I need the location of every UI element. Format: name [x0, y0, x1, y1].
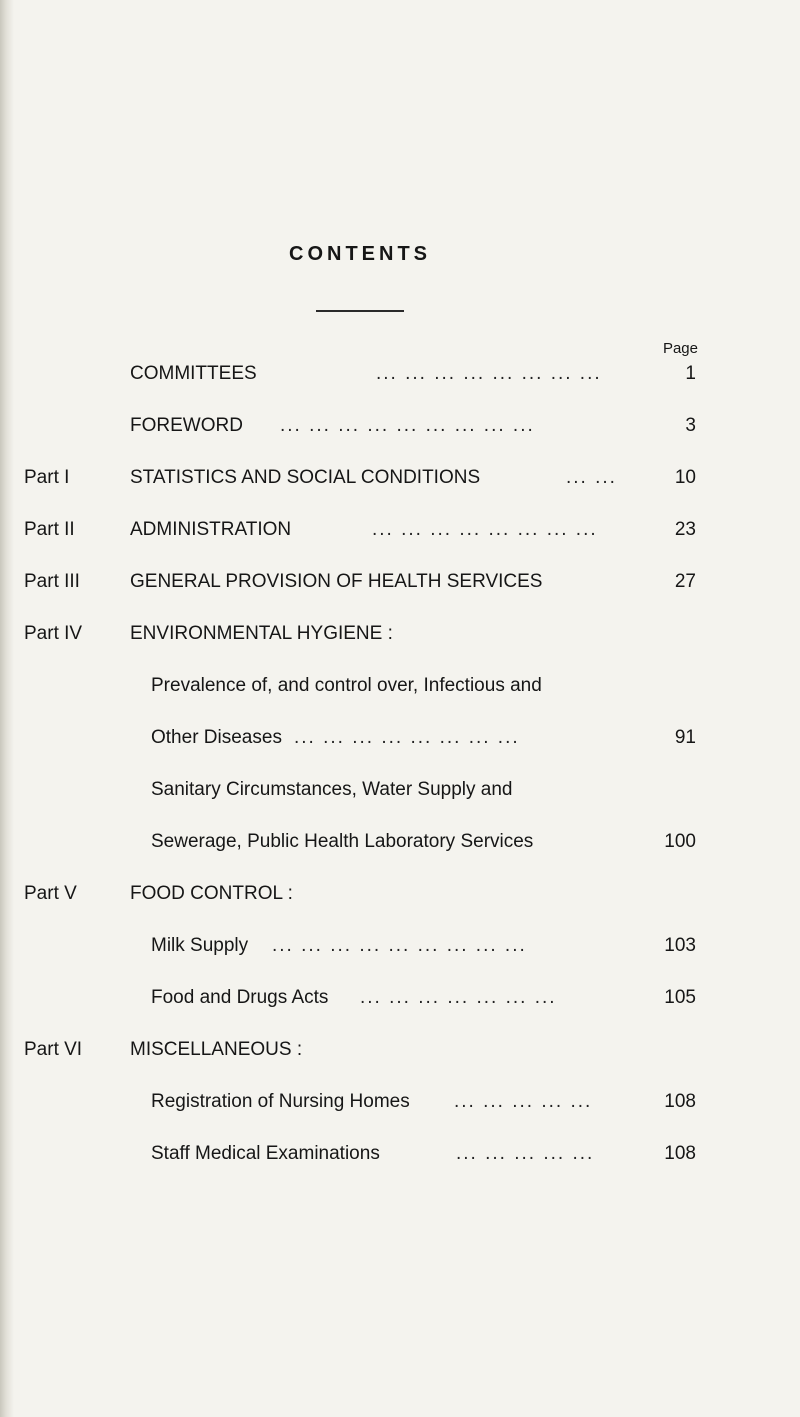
toc-entry-title: Food and Drugs Acts	[151, 987, 329, 1008]
toc-entry-title: GENERAL PROVISION OF HEALTH SERVICES	[130, 571, 543, 592]
toc-entry-title: STATISTICS AND SOCIAL CONDITIONS	[130, 467, 481, 488]
toc-row-infectious-line1	[0, 671, 800, 701]
toc-row-part-2	[0, 515, 800, 545]
toc-section-heading: MISCELLANEOUS :	[130, 1039, 303, 1060]
toc-entry-title: Milk Supply	[151, 935, 249, 956]
toc-page-number: 91	[674, 727, 696, 748]
toc-section-heading: ENVIRONMENTAL HYGIENE :	[130, 623, 393, 644]
title-underline-divider	[316, 310, 404, 312]
toc-page-number: 10	[674, 467, 696, 488]
toc-dot-leader: ... ... ... ... ...	[456, 1143, 595, 1164]
toc-part-label: Part IV	[24, 623, 83, 644]
toc-dot-leader: ... ... ... ... ... ... ... ...	[294, 727, 520, 748]
toc-row-sewerage	[0, 827, 800, 857]
toc-page-number: 108	[664, 1143, 696, 1164]
toc-entry-title: Staff Medical Examinations	[151, 1143, 380, 1164]
toc-entry-title: COMMITTEES	[130, 363, 257, 384]
toc-dot-leader: ... ... ... ... ... ... ... ...	[376, 363, 602, 384]
toc-part-label: Part III	[24, 571, 80, 592]
toc-dot-leader: ... ...	[566, 467, 617, 488]
toc-row-part-1	[0, 463, 800, 493]
toc-row-food-drugs	[0, 983, 800, 1013]
toc-part-label: Part VI	[24, 1039, 83, 1060]
toc-page-number: 100	[664, 831, 696, 852]
toc-row-milk-supply	[0, 931, 800, 961]
toc-entry-title: Registration of Nursing Homes	[151, 1091, 410, 1112]
toc-part-label: Part II	[24, 519, 75, 540]
toc-row-foreword	[0, 411, 800, 441]
toc-dot-leader: ... ... ... ... ...	[454, 1091, 593, 1112]
toc-entry-title: Prevalence of, and control over, Infectious and	[151, 675, 542, 696]
toc-row-other-diseases	[0, 723, 800, 753]
toc-page-number: 3	[685, 415, 696, 436]
toc-page-number: 108	[664, 1091, 696, 1112]
toc-page-number: 105	[664, 987, 696, 1008]
toc-part-label: Part V	[24, 883, 77, 904]
toc-page-number: 23	[674, 519, 696, 540]
toc-page-number: 27	[674, 571, 696, 592]
toc-dot-leader: ... ... ... ... ... ... ... ...	[372, 519, 598, 540]
toc-row-nursing-homes	[0, 1087, 800, 1117]
toc-dot-leader: ... ... ... ... ... ... ...	[360, 987, 557, 1008]
toc-row-sanitary-line1	[0, 775, 800, 805]
toc-entry-title: Other Diseases	[151, 727, 282, 748]
toc-entry-title: Sewerage, Public Health Laboratory Services	[151, 831, 534, 852]
toc-page-number: 1	[685, 363, 696, 384]
toc-part-label: Part I	[24, 467, 70, 488]
page-column-header: Page	[662, 340, 698, 357]
toc-row-part-3	[0, 567, 800, 597]
toc-row-staff-medical	[0, 1139, 800, 1169]
toc-row-part-6	[0, 1035, 800, 1065]
toc-entry-title: Sanitary Circumstances, Water Supply and	[151, 779, 513, 800]
toc-entry-title: FOREWORD	[130, 415, 243, 436]
toc-section-heading: FOOD CONTROL :	[130, 883, 293, 904]
toc-dot-leader: ... ... ... ... ... ... ... ... ...	[272, 935, 527, 956]
toc-row-part-4	[0, 619, 800, 649]
toc-dot-leader: ... ... ... ... ... ... ... ... ...	[280, 415, 535, 436]
toc-row-part-5	[0, 879, 800, 909]
page-binding-edge	[0, 0, 14, 1417]
toc-entry-title: ADMINISTRATION	[130, 519, 292, 540]
toc-page-number: 103	[664, 935, 696, 956]
page-title: CONTENTS	[289, 243, 431, 265]
toc-row-committees	[0, 359, 800, 389]
